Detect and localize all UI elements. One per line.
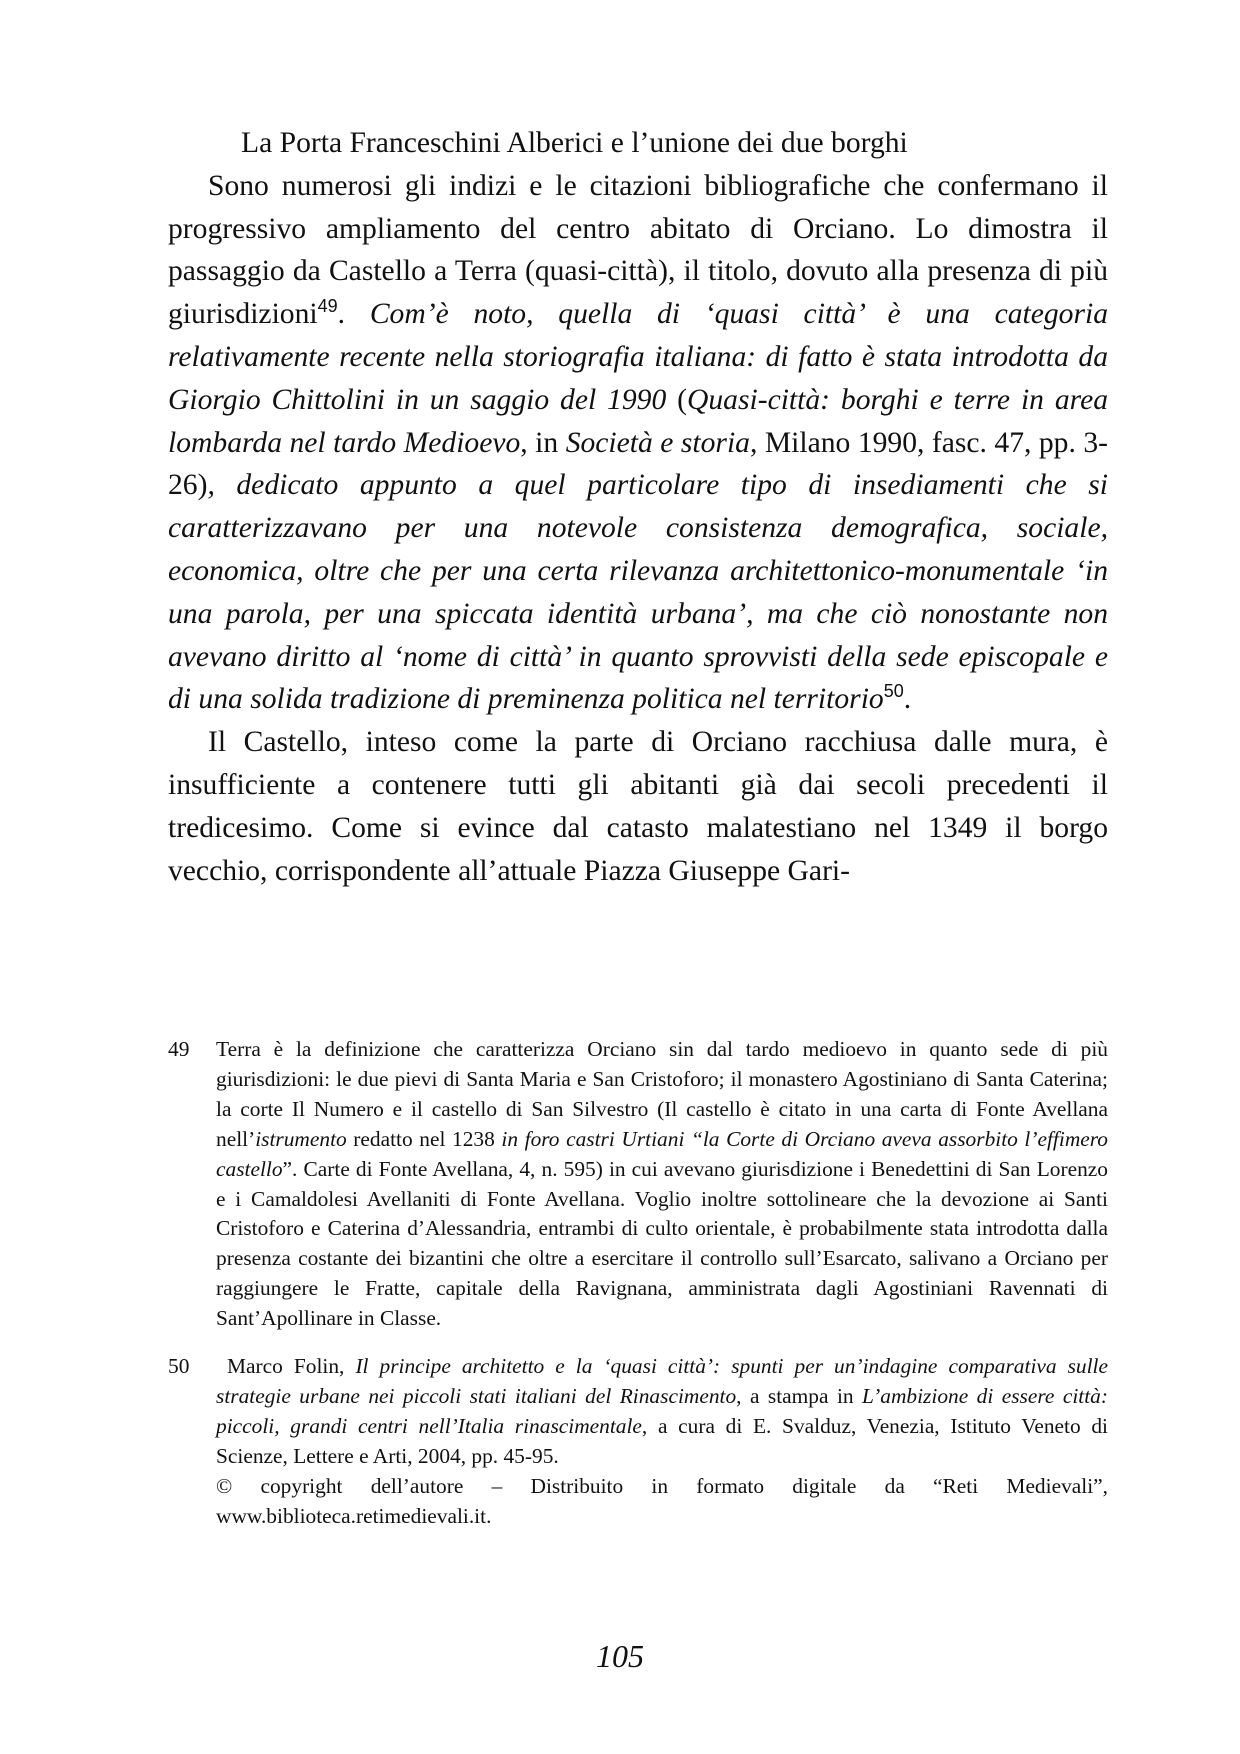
footnote-text: Terra è la definizione che caratterizza Orciano sin dal tardo medioevo in quanto sede di più giurisdizioni: le due pievi di Santa Maria e San Cristoforo; il monastero Agostiniano di Santa Caterina; la corte Il Numero e il castello di San Silvestro (Il castello è citato in una carta di Fonte Avellana nell’ [216, 1037, 1108, 1151]
footnote-text: ”. Carte di Fonte Avellana, 4, n. 595) in cui avevano giurisdizione i Benedettini di San Lorenzo e i Camaldolesi Avellaniti di Fonte Avellana. Voglio inoltre sottolineare che la devozione ai Santi Cristoforo e Caterina d’Alessandria, entrambi di culto orientale, è probabilmente stata introdotta dalla presenza costante dei bizantini che oltre a esercitare il controllo sull’Esarcato, salivano a Orciano per raggiungere le Fratte, capitale della Ravignana, amministrata dagli Agostiniani Ravennati di Sant’Apollinare in Classe. [216, 1156, 1108, 1331]
para1-text-f: , in [520, 426, 566, 459]
para1-text-d: ( [666, 383, 688, 416]
para1-italic-i: , dedicato appunto a quel particolare tipo di insediamenti che si caratterizzavano per una notevole consistenza demografica, sociale, economica, oltre che per una certa rilevanza architettonico-monumentale ‘in una parola, per una spiccata identità urbana’, ma che ciò nonostante non avevano diritto al ‘nome di città’ in quanto sprovvisti della sede episcopale e di una solida tradizione di preminenza politica nel territorio [168, 469, 1108, 716]
footnote-italic: Il principe architetto e la ‘quasi città’: spunti per un’indagine comparativa sulle strategie urbane nei piccoli stati italiani del Rinascimento [216, 1354, 1108, 1408]
footnote-italic: istrumento [255, 1126, 347, 1151]
footnote-text: redatto nel 1238 [346, 1126, 502, 1151]
footnote-italic: in foro castri Urtiani “la Corte di Orciano aveva assorbito l’effimero castello [216, 1126, 1108, 1181]
footnote-text: , a stampa in [736, 1383, 863, 1408]
footnote-number: 50 [168, 1354, 190, 1379]
copyright-notice: © copyright dell’autore – Distribuito in formato digitale da “Reti Medievali”, www.biblioteca.retimedievali.it. [216, 1473, 1108, 1528]
main-text [168, 122, 1108, 892]
footnote-ref-49[interactable]: 49 [317, 296, 338, 317]
page-number: 105 [596, 1638, 644, 1674]
footnote-body [216, 1352, 1108, 1531]
footnotes [168, 1035, 1108, 1532]
footnote-text: , a cura di E. Svalduz, Venezia, Istituto Veneto di Scienze, Lettere e Arti, 2004, pp. 45-95. [216, 1413, 1108, 1468]
footnote-number: 49 [168, 1037, 190, 1061]
para1-text-h: , Milano 1990, fasc. 47, pp. 3-26) [168, 426, 1109, 502]
footnote-body [216, 1035, 1108, 1334]
paragraph-1 [168, 165, 1108, 721]
para1-text-a: Sono numerosi gli indizi e le citazioni bibliografiche che confermano il progressivo ampliamento del centro abitato di Orciano. Lo dimostra il passaggio da Castello a Terra (quasi-città), il titolo, dovuto alla presenza di più giurisdizioni [168, 169, 1108, 331]
footnote-49 [168, 1035, 1108, 1334]
para1-italic-c: Com’è noto, quella di ‘quasi città’ è una categoria relativamente recente nella storiografia italiana: di fatto è stata introdotta da Giorgio Chittolini in un saggio del 1990 [168, 298, 1108, 416]
footnote-italic: L’ambizione di essere città: piccoli, grandi centri nell’Italia rinascimentale [216, 1383, 1108, 1438]
para1-text-b: . [337, 298, 370, 331]
footnote-ref-50[interactable]: 50 [883, 681, 904, 702]
para1-italic-title: Quasi-città: borghi e terre in area lombarda nel tardo Medioevo [168, 383, 1108, 459]
para1-text-j: . [903, 683, 912, 716]
footnote-text: Marco Folin, [227, 1354, 356, 1379]
paragraph-2: Il Castello, inteso come la parte di Orciano racchiusa dalle mura, è insufficiente a contenere tutti gli abitanti già dai secoli precedenti il tredicesimo. Come si evince dal catasto malatestiano nel 1349 il borgo vecchio, corrispondente all’attuale Piazza Giuseppe Gari- [168, 726, 1108, 887]
section-heading: La Porta Franceschini Alberici e l’unione dei due borghi [241, 127, 908, 159]
para1-italic-journal: Società e storia [565, 426, 750, 459]
footnote-50 [168, 1352, 1108, 1531]
